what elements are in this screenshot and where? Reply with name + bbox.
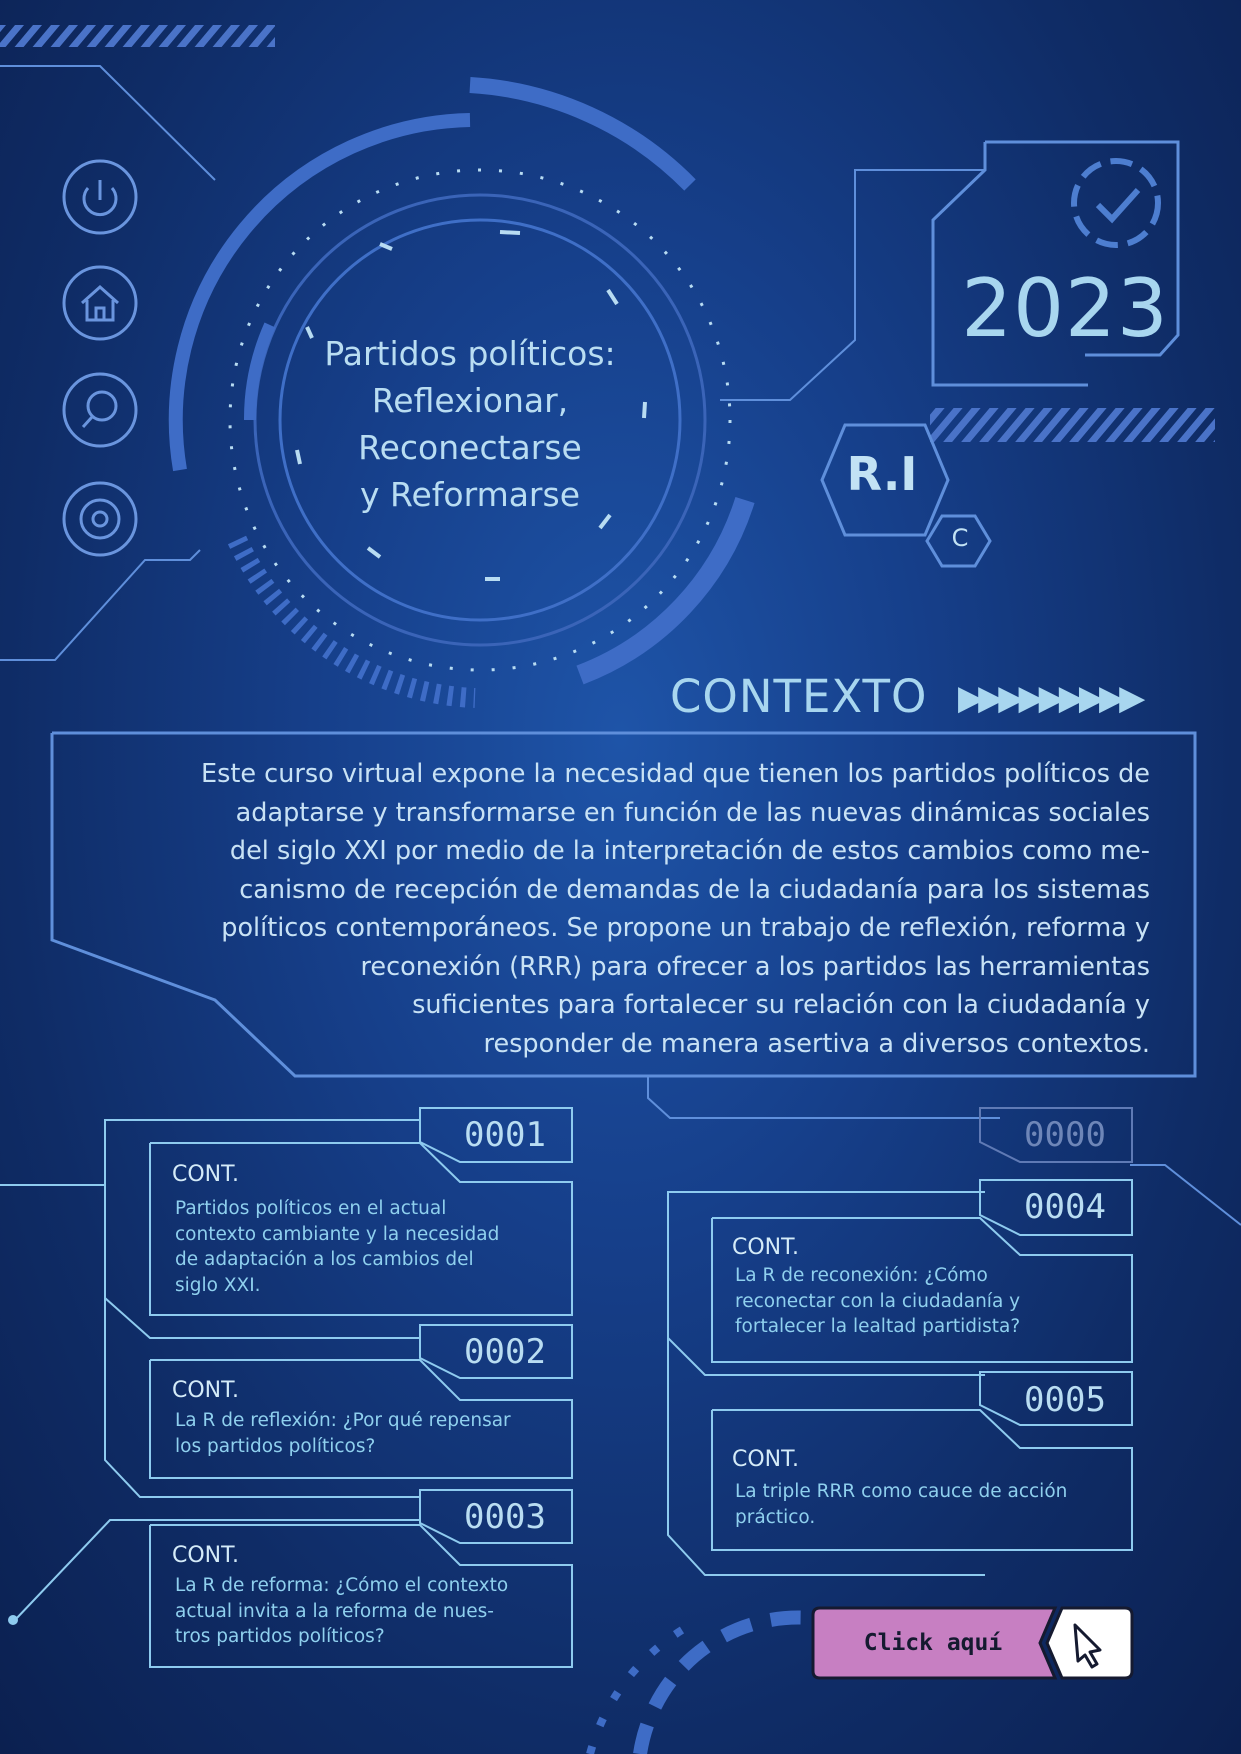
module-placeholder-number: 0000	[1024, 1115, 1106, 1155]
power-icon[interactable]	[64, 161, 136, 233]
year-label: 2023	[961, 262, 1169, 355]
module-line: de adaptación a los cambios del	[175, 1249, 474, 1270]
context-line: adaptarse y transformarse en función de las nuevas dinámicas sociales	[235, 797, 1150, 828]
context-line: canismo de recepción de demandas de la ciudadanía para los sistemas	[239, 874, 1150, 905]
module-3-content[interactable]	[172, 1543, 508, 1650]
click-here-label: Click aquí	[863, 1630, 1003, 1656]
title-line-4: y Reformarse	[360, 475, 580, 514]
module-4-content[interactable]	[732, 1235, 1020, 1340]
module-line: los partidos políticos?	[175, 1435, 376, 1457]
context-line: del siglo XXI por medio de la interpretación de estos cambios como me-	[229, 836, 1150, 866]
module-2-title: CONT.	[172, 1378, 239, 1403]
stripe-bar-top	[0, 25, 275, 47]
module-3-text	[175, 1573, 508, 1650]
module-line: La triple RRR como cauce de acción	[735, 1481, 1068, 1502]
module-3-number: 0003	[464, 1497, 546, 1537]
module-line: La R de reforma: ¿Cómo el contexto	[175, 1575, 509, 1596]
context-line: responder de manera asertiva a diversos contextos.	[483, 1028, 1150, 1059]
target-icon[interactable]	[64, 483, 136, 555]
module-5-number: 0005	[1024, 1380, 1106, 1420]
module-line: actual invita a la reforma de nues-	[175, 1600, 494, 1622]
module-3-title: CONT.	[172, 1543, 239, 1568]
module-line: contexto cambiante y la necesidad	[175, 1223, 500, 1245]
module-4-title: CONT.	[732, 1235, 799, 1260]
module-5-text	[735, 1479, 1067, 1530]
module-1-text	[175, 1196, 499, 1298]
module-line: siglo XXI.	[175, 1274, 261, 1296]
module-line: tros partidos políticos?	[175, 1626, 385, 1647]
module-5-title: CONT.	[732, 1447, 799, 1472]
module-line: La R de reflexión: ¿Por qué repensar	[175, 1410, 511, 1431]
module-2-content[interactable]	[172, 1378, 511, 1459]
home-icon[interactable]	[64, 267, 136, 339]
module-line: reconectar con la ciudadanía y	[735, 1290, 1021, 1312]
stripe-bar-year	[930, 408, 1215, 442]
module-1-number: 0001	[464, 1115, 546, 1155]
title-line-1: Partidos políticos:	[324, 334, 616, 373]
search-icon[interactable]	[64, 374, 136, 446]
context-line: Este curso virtual expone la necesidad que tienen los partidos políticos de	[200, 759, 1150, 789]
course-title	[250, 330, 690, 518]
context-heading: CONTEXTO	[670, 670, 928, 723]
module-4-number: 0004	[1024, 1187, 1106, 1227]
logo-sub-text: C	[951, 524, 969, 552]
context-body	[70, 755, 1150, 1063]
context-line: políticos contemporáneos. Se propone un trabajo de reflexión, reforma y	[221, 913, 1150, 943]
context-arrows-icon: ▶▶▶▶▶▶▶▶▶	[958, 678, 1140, 718]
module-line: Partidos políticos en el actual	[175, 1198, 447, 1219]
module-line: La R de reconexión: ¿Cómo	[735, 1265, 988, 1286]
click-here-button[interactable]	[813, 1608, 1133, 1678]
module-5-content[interactable]	[732, 1447, 1067, 1530]
title-line-2: Reflexionar,	[371, 381, 569, 420]
module-1-content[interactable]	[172, 1162, 499, 1298]
module-4-text	[735, 1263, 1020, 1340]
context-line: reconexión (RRR) para ofrecer a los partidos las herramientas	[360, 951, 1150, 982]
module-line: fortalecer la lealtad partidista?	[735, 1316, 1021, 1337]
module-1-title: CONT.	[172, 1162, 239, 1187]
module-2-text	[175, 1408, 511, 1459]
logo-main-text: R.I	[846, 447, 918, 501]
module-line: práctico.	[735, 1506, 816, 1528]
context-line: suficientes para fortalecer su relación con la ciudadanía y	[412, 990, 1150, 1020]
module-2-number: 0002	[464, 1332, 546, 1372]
title-line-3: Reconectarse	[358, 428, 582, 467]
